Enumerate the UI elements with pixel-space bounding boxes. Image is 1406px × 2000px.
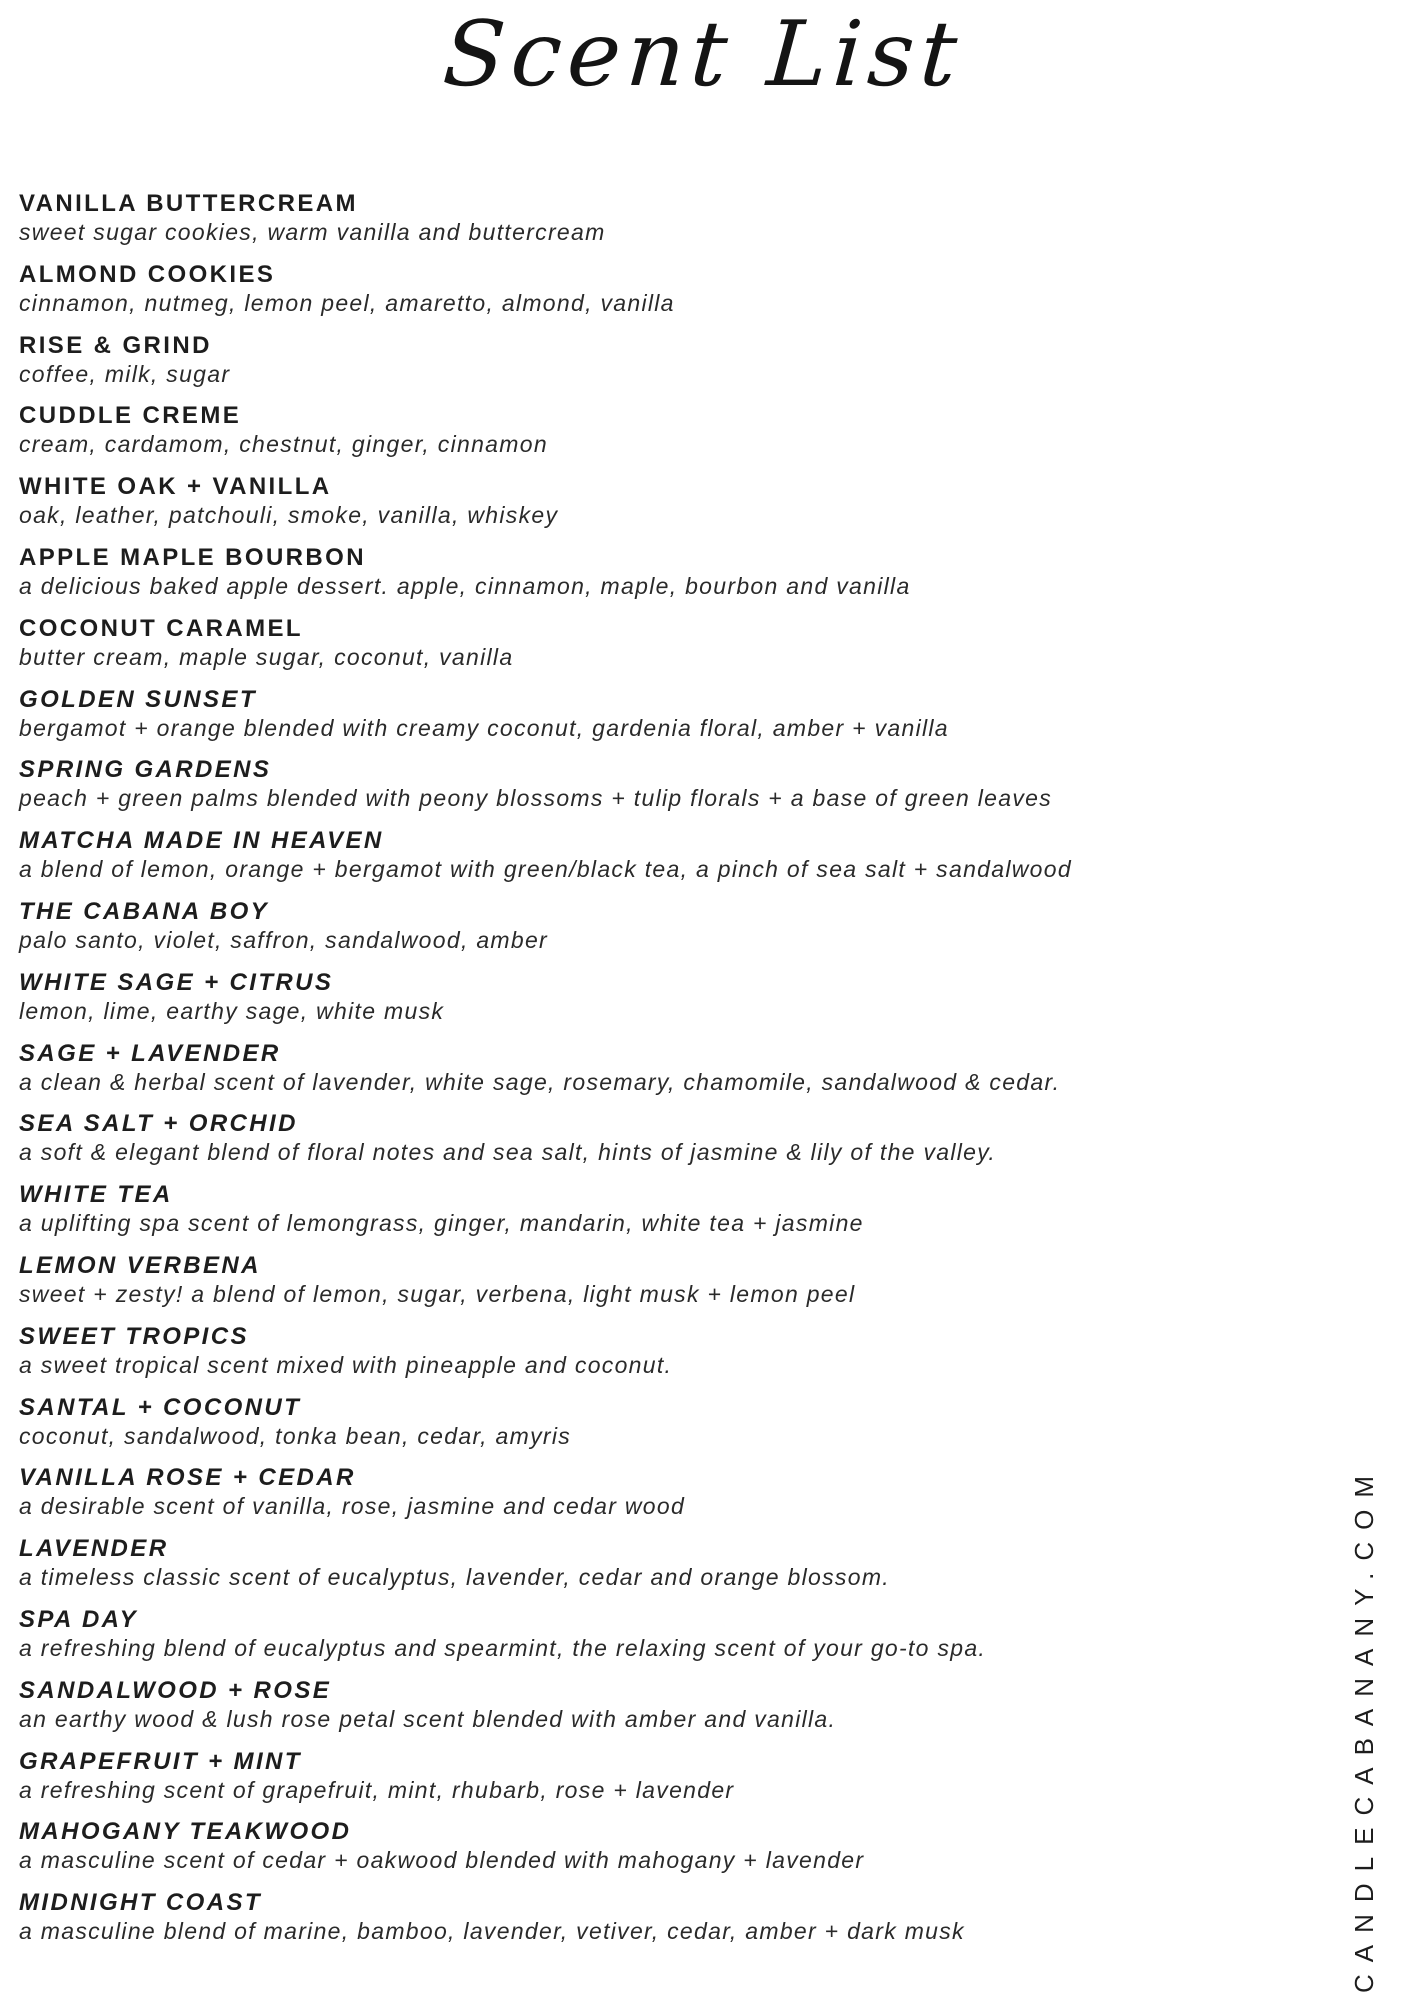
scent-name: MIDNIGHT COAST bbox=[19, 1889, 262, 1917]
scent-entry bbox=[19, 686, 1209, 742]
scent-name: ALMOND COOKIES bbox=[19, 260, 276, 288]
scent-entry bbox=[19, 898, 1209, 954]
scent-entry bbox=[19, 1110, 1209, 1166]
scent-notes: sweet sugar cookies, warm vanilla and buttercream bbox=[19, 219, 606, 245]
scent-notes: coconut, sandalwood, tonka bean, cedar, amyris bbox=[19, 1422, 572, 1449]
scent-notes: butter cream, maple sugar, coconut, vanilla bbox=[19, 643, 514, 670]
scent-name: SPRING GARDENS bbox=[19, 756, 272, 784]
scent-name: WHITE SAGE + CITRUS bbox=[19, 968, 334, 996]
scent-entry bbox=[19, 1889, 1209, 1945]
scent-name: GRAPEFRUIT + MINT bbox=[19, 1747, 302, 1775]
scent-notes: a soft & elegant blend of floral notes and sea salt, hints of jasmine & lily of the valley. bbox=[19, 1139, 997, 1166]
scent-name: THE CABANA BOY bbox=[19, 897, 270, 925]
scent-entry bbox=[19, 473, 1209, 529]
scent-notes: lemon, lime, earthy sage, white musk bbox=[19, 997, 445, 1024]
scent-name: SWEET TROPICS bbox=[19, 1322, 249, 1350]
scent-name: SANDALWOOD + ROSE bbox=[19, 1676, 332, 1704]
website-url-vertical: CANDLECABANANY.COM bbox=[1349, 1463, 1379, 1993]
scent-entry bbox=[19, 615, 1209, 671]
scent-entry bbox=[19, 544, 1209, 600]
scent-entry bbox=[19, 827, 1209, 883]
scent-name: MATCHA MADE IN HEAVEN bbox=[19, 827, 384, 855]
scent-entry bbox=[19, 1252, 1209, 1308]
scent-notes: a desirable scent of vanilla, rose, jasmine and cedar wood bbox=[19, 1493, 686, 1520]
scent-name: WHITE TEA bbox=[19, 1181, 173, 1209]
scent-entry bbox=[19, 1818, 1209, 1874]
scent-name: LAVENDER bbox=[19, 1535, 169, 1563]
scent-notes: a sweet tropical scent mixed with pineapple and coconut. bbox=[19, 1351, 673, 1378]
scent-notes: oak, leather, patchouli, smoke, vanilla, whiskey bbox=[19, 502, 559, 529]
scent-name: COCONUT CARAMEL bbox=[19, 614, 303, 642]
scent-notes: an earthy wood & lush rose petal scent blended with amber and vanilla. bbox=[19, 1705, 837, 1732]
scent-notes: a refreshing scent of grapefruit, mint, rhubarb, rose + lavender bbox=[19, 1776, 735, 1803]
scent-name: GOLDEN SUNSET bbox=[19, 685, 257, 713]
scent-name: MAHOGANY TEAKWOOD bbox=[19, 1818, 352, 1846]
scent-notes: palo santo, violet, saffron, sandalwood, amber bbox=[19, 926, 549, 953]
scent-name: SEA SALT + ORCHID bbox=[19, 1110, 298, 1138]
scent-entry bbox=[19, 1535, 1209, 1591]
scent-entry bbox=[19, 1677, 1209, 1733]
scent-name: CUDDLE CREME bbox=[19, 402, 242, 430]
page-title: Scent List bbox=[439, 2, 967, 107]
scent-name: RISE & GRIND bbox=[19, 331, 212, 359]
scent-notes: coffee, milk, sugar bbox=[19, 360, 231, 387]
scent-entry bbox=[19, 1748, 1209, 1804]
scent-notes: a delicious baked apple dessert. apple, cinnamon, maple, bourbon and vanilla bbox=[19, 572, 911, 599]
scent-notes: a timeless classic scent of eucalyptus, lavender, cedar and orange blossom. bbox=[19, 1564, 890, 1591]
scent-entry bbox=[19, 1606, 1209, 1662]
scent-entry bbox=[19, 1464, 1209, 1520]
scent-entry bbox=[19, 261, 1209, 317]
scent-entry bbox=[19, 756, 1209, 812]
scent-name: VANILLA BUTTERCREAM bbox=[19, 190, 358, 217]
scent-entry bbox=[19, 332, 1209, 388]
scent-notes: cinnamon, nutmeg, lemon peel, amaretto, almond, vanilla bbox=[19, 289, 675, 316]
scent-notes: a masculine blend of marine, bamboo, lavender, vetiver, cedar, amber + dark musk bbox=[19, 1918, 965, 1945]
scent-notes: sweet + zesty! a blend of lemon, sugar, verbena, light musk + lemon peel bbox=[19, 1280, 856, 1307]
scent-name: SANTAL + COCONUT bbox=[19, 1393, 302, 1421]
scent-notes: a blend of lemon, orange + bergamot with green/black tea, a pinch of sea salt + sandalwood bbox=[19, 856, 1072, 883]
scent-name: WHITE OAK + VANILLA bbox=[19, 473, 332, 501]
scent-entry bbox=[19, 1040, 1209, 1096]
scent-entry bbox=[19, 1394, 1209, 1450]
scent-entry bbox=[19, 969, 1209, 1025]
scent-name: LEMON VERBENA bbox=[19, 1251, 261, 1279]
scent-name: SPA DAY bbox=[19, 1605, 139, 1633]
scent-notes: peach + green palms blended with peony blossoms + tulip florals + a base of green leaves bbox=[19, 785, 1053, 812]
scent-notes: cream, cardamom, chestnut, ginger, cinnamon bbox=[19, 431, 548, 458]
scent-name: SAGE + LAVENDER bbox=[19, 1039, 281, 1067]
scent-notes: a masculine scent of cedar + oakwood blended with mahogany + lavender bbox=[19, 1847, 865, 1874]
scent-notes: a refreshing blend of eucalyptus and spearmint, the relaxing scent of your go-to spa. bbox=[19, 1634, 987, 1661]
scent-entry bbox=[19, 1323, 1209, 1379]
scent-entry bbox=[19, 402, 1209, 458]
scent-notes: a uplifting spa scent of lemongrass, ginger, mandarin, white tea + jasmine bbox=[19, 1210, 864, 1237]
scent-entry bbox=[19, 190, 1209, 246]
scent-name: APPLE MAPLE BOURBON bbox=[19, 543, 366, 571]
scent-entry bbox=[19, 1181, 1209, 1237]
scent-list bbox=[19, 190, 1209, 1960]
scent-notes: a clean & herbal scent of lavender, white sage, rosemary, chamomile, sandalwood & cedar. bbox=[19, 1068, 1061, 1095]
scent-notes: bergamot + orange blended with creamy coconut, gardenia floral, amber + vanilla bbox=[19, 714, 949, 741]
scent-name: VANILLA ROSE + CEDAR bbox=[19, 1464, 356, 1492]
